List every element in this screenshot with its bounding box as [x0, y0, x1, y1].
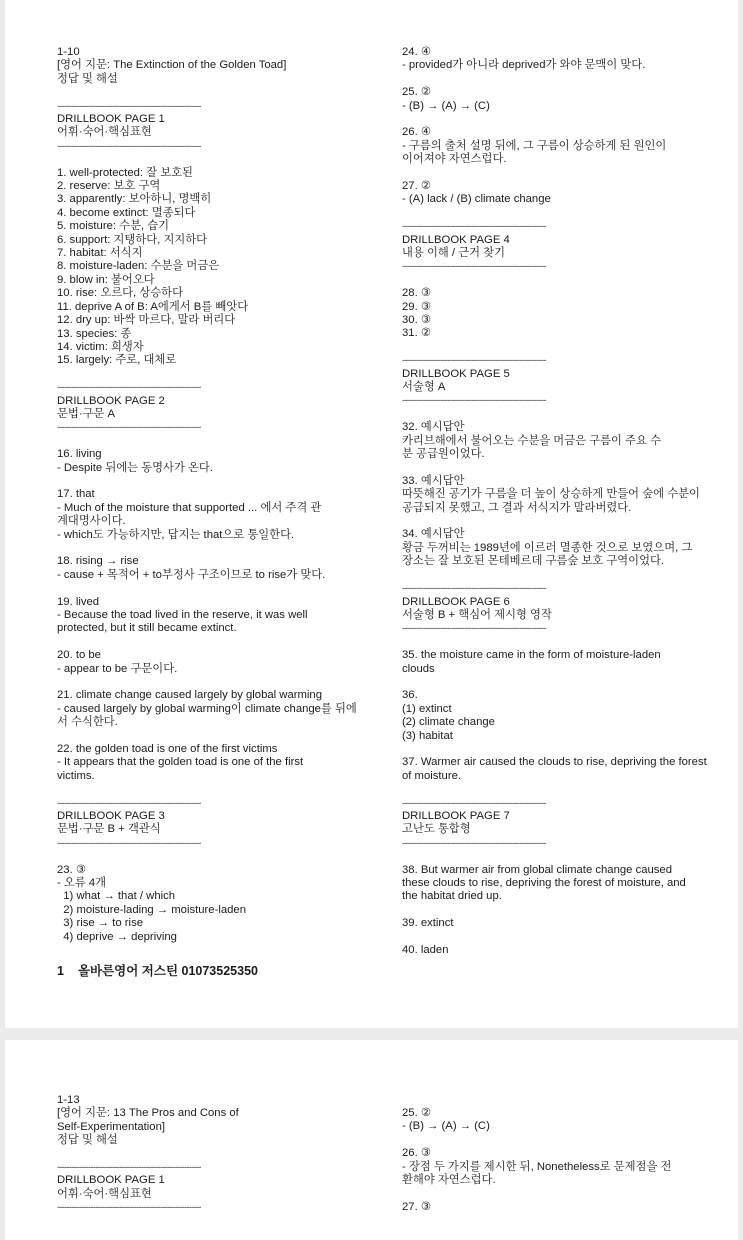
- section-subtitle: 어휘·숙어·핵심표현: [57, 126, 152, 139]
- vocab-item: 13. species: 종: [57, 327, 132, 340]
- explanation-line: - provided가 아니라 deprived가 와야 문맥이 맞다.: [402, 59, 646, 72]
- section-subtitle: 문법·구문 A: [57, 407, 116, 420]
- section-subtitle: 어휘·숙어·핵심표현: [57, 1187, 152, 1200]
- explanation-line: 따뜻해진 공기가 구름을 더 높이 상승하게 만들어 숲에 수분이 공급되지 못했고, 그 결과 서식지가 말라버렸다.: [402, 488, 700, 514]
- lesson-id: 1-13: [57, 1094, 80, 1106]
- explanation-line: - 장점 두 가지를 제시한 뒤, Nonetheless로 문제점을 전환해야 자연스럽다.: [402, 1160, 672, 1187]
- answer-26: [402, 126, 707, 166]
- section-subtitle: 문법·구문 B + 객관식: [57, 823, 161, 836]
- explanation-line: - cause + 목적어 + to부정사 구조이므로 to rise가 맞다.: [57, 568, 326, 581]
- explanation-line: - It appears that the golden toad is one of the first victims.: [57, 756, 304, 782]
- answer-line: 22. the golden toad is one of the first victims: [57, 742, 278, 755]
- answer-item: (3) habitat: [402, 729, 453, 742]
- answer-key-subtitle: 정답 및 해설: [57, 1134, 118, 1147]
- vocab-item: 5. moisture: 수분, 습기: [57, 220, 170, 233]
- answer-18: [57, 555, 357, 582]
- section-title: DRILLBOOK PAGE 3: [57, 809, 165, 822]
- explanation-line: - appear to be 구문이다.: [57, 662, 178, 675]
- divider: ------------------------------------------------------------: [402, 837, 546, 848]
- section-subtitle: 내용 이해 / 근거 찾기: [402, 247, 505, 260]
- answer-line: 28. ③: [402, 287, 431, 300]
- error-item: 2) moisture-lading → moisture-laden: [57, 903, 246, 916]
- section-title: DRILLBOOK PAGE 2: [57, 394, 165, 407]
- vocab-item: 9. blow in: 불어오다: [57, 273, 155, 286]
- answer-21: [57, 689, 357, 729]
- vocab-item: 4. become extinct: 멸종되다: [57, 206, 196, 219]
- error-item: 1) what → that / which: [57, 890, 176, 903]
- divider: ------------------------------------------------------------: [402, 797, 546, 808]
- explanation-line: - Despite 뒤에는 동명사가 온다.: [57, 461, 213, 474]
- answer-26: [402, 1147, 707, 1187]
- explanation-line: - (A) lack / (B) climate change: [402, 193, 551, 206]
- divider: ------------------------------------------------------------: [57, 837, 201, 848]
- answer-25: [402, 1107, 707, 1134]
- divider: ------------------------------------------------------------: [402, 221, 546, 232]
- explanation-line: - which도 가능하지만, 답지는 that으로 통일한다.: [57, 528, 295, 541]
- answer-key-subtitle: 정답 및 해설: [57, 72, 118, 85]
- divider: ------------------------------------------------------------: [402, 623, 546, 634]
- answer-line: 36.: [402, 689, 418, 702]
- divider: ------------------------------------------------------------: [57, 1202, 201, 1213]
- answer-line: 30. ③: [402, 314, 431, 327]
- section-title: DRILLBOOK PAGE 1: [57, 1174, 165, 1187]
- answer-line: 26. ④: [402, 126, 431, 139]
- divider: ------------------------------------------------------------: [402, 583, 546, 594]
- answer-33: [402, 475, 707, 515]
- section-title: DRILLBOOK PAGE 1: [57, 113, 165, 126]
- answer-19: [57, 596, 357, 636]
- explanation-line: - Because the toad lived in the reserve, it was well protected, but it still became extinct.: [57, 608, 308, 635]
- answer-39: [402, 917, 707, 930]
- answer-line: 16. living: [57, 448, 102, 461]
- answer-25: [402, 86, 707, 113]
- answer-line: 19. lived: [57, 595, 100, 608]
- answer-line: 21. climate change caused largely by global warming: [57, 689, 322, 702]
- answer-line: 32. 예시답안: [402, 421, 465, 434]
- divider: ------------------------------------------------------------: [402, 395, 546, 406]
- explanation-line: - Much of the moisture that supported ... 에서 주격 관계대명사이다.: [57, 501, 322, 528]
- vocab-item: 14. victim: 희생자: [57, 340, 144, 353]
- answer-line: 27. ②: [402, 180, 431, 193]
- vocab-item: 8. moisture-laden: 수분을 머금은: [57, 260, 220, 273]
- answer-27: [402, 1201, 707, 1214]
- answer-line: 29. ③: [402, 300, 431, 313]
- answer-line: 38. But warmer air from global climate change caused these clouds to rise, depriving the forest of moisture, and the habitat dried up.: [402, 863, 686, 903]
- section-title: DRILLBOOK PAGE 6: [402, 595, 510, 608]
- divider: ------------------------------------------------------------: [57, 382, 201, 393]
- answer-16: [57, 448, 357, 475]
- divider: ------------------------------------------------------------: [402, 261, 546, 272]
- error-item: 3) rise → to rise: [57, 917, 144, 930]
- answer-line: 33. 예시답안: [402, 474, 465, 487]
- divider: ------------------------------------------------------------: [57, 422, 201, 433]
- answer-34: [402, 528, 707, 568]
- left-column: [57, 46, 357, 979]
- answer-35: [402, 649, 707, 676]
- passage-title: [영어 지문: The Extinction of the Golden Toad]: [57, 59, 287, 72]
- vocab-item: 6. support: 지탱하다, 지지하다: [57, 233, 208, 246]
- answer-17: [57, 488, 357, 542]
- answer-line: 25. ②: [402, 86, 431, 99]
- answer-22: [57, 743, 357, 783]
- explanation-line: - 구름의 출처 설명 뒤에, 그 구름이 상승하게 된 원인이 이어져야 자연스럽다.: [402, 139, 667, 166]
- answer-line: 20. to be: [57, 649, 101, 662]
- divider: ------------------------------------------------------------: [57, 797, 201, 808]
- answer-23: [57, 864, 357, 944]
- document-page-1: [5, 0, 738, 1028]
- divider: ------------------------------------------------------------: [57, 1162, 201, 1173]
- section-subtitle: 고난도 통합형: [402, 823, 471, 836]
- explanation-line: - caused largely by global warming이 climate change를 뒤에서 수식한다.: [57, 702, 357, 729]
- answer-32: [402, 421, 707, 461]
- explanation-line: 카리브해에서 불어오는 수분을 머금은 구름이 주요 수분 공급원이었다.: [402, 434, 661, 461]
- explanation-line: - (B) → (A) → (C): [402, 1120, 490, 1133]
- right-column: [402, 46, 707, 957]
- answer-line: 17. that: [57, 488, 95, 501]
- answers-28-31: [402, 287, 707, 341]
- answer-37: [402, 756, 707, 783]
- vocab-item: 12. dry up: 바싹 마르다, 말라 버리다: [57, 314, 236, 327]
- page-number: 1: [57, 964, 64, 979]
- answer-line: 31. ②: [402, 327, 431, 340]
- answer-27: [402, 180, 707, 207]
- vocab-item: 3. apparently: 보아하니, 명백히: [57, 193, 212, 206]
- section-subtitle: 서술형 A: [402, 381, 446, 394]
- answer-line: 35. the moisture came in the form of moisture-laden clouds: [402, 649, 661, 675]
- section-title: DRILLBOOK PAGE 5: [402, 367, 510, 380]
- vocab-item: 10. rise: 오르다, 상승하다: [57, 287, 183, 300]
- answer-line: 26. ③: [402, 1147, 431, 1160]
- section-title: DRILLBOOK PAGE 4: [402, 233, 510, 246]
- answer-line: 25. ②: [402, 1107, 431, 1119]
- right-column: [402, 1107, 707, 1214]
- vocab-item: 11. deprive A of B: A에게서 B를 빼앗다: [57, 300, 249, 313]
- answer-item: (2) climate change: [402, 716, 495, 729]
- vocab-list: [57, 167, 357, 368]
- left-column: [57, 1094, 357, 1215]
- answer-line: 27. ③: [402, 1200, 431, 1213]
- divider: ------------------------------------------------------------: [57, 140, 201, 151]
- error-item: 4) deprive → depriving: [57, 930, 177, 943]
- answer-line: 37. Warmer air caused the clouds to rise, depriving the forest of moisture.: [402, 756, 707, 782]
- answer-line: 23. ③: [57, 863, 86, 876]
- answer-20: [57, 649, 357, 676]
- answer-line: 39. extinct: [402, 917, 454, 930]
- vocab-item: 15. largely: 주로, 대체로: [57, 354, 177, 367]
- lesson-id: 1-10: [57, 46, 80, 58]
- vocab-item: 1. well-protected: 잘 보호된: [57, 166, 193, 179]
- answer-36: [402, 689, 707, 743]
- answer-38: [402, 864, 707, 904]
- answer-line: 18. rising → rise: [57, 555, 139, 568]
- vocab-item: 2. reserve: 보호 구역: [57, 180, 161, 193]
- explanation-line: - 오류 4개: [57, 877, 107, 889]
- answer-24: [402, 46, 707, 73]
- explanation-line: - (B) → (A) → (C): [402, 99, 490, 112]
- answer-line: 34. 예시답안: [402, 528, 465, 541]
- passage-title: [영어 지문: 13 The Pros and Cons of Self-Experimentation]: [57, 1107, 239, 1133]
- footer-author: 올바른영어 저스틴 01073525350: [77, 964, 258, 979]
- answer-40: [402, 944, 707, 957]
- divider: ------------------------------------------------------------: [57, 100, 201, 111]
- answer-line: 40. laden: [402, 943, 449, 956]
- explanation-line: 황금 두꺼비는 1989년에 이르러 멸종한 것으로 보였으며, 그 장소는 잘 보호된 몬테베르데 구름숲 보호 구역이었다.: [402, 541, 693, 568]
- vocab-item: 7. habitat: 서식지: [57, 247, 143, 260]
- answer-line: 24. ④: [402, 46, 431, 58]
- divider: ------------------------------------------------------------: [402, 355, 546, 366]
- document-page-2: [5, 1040, 738, 1240]
- page-footer: [57, 963, 357, 979]
- section-subtitle: 서술형 B + 핵심어 제시형 영작: [402, 608, 552, 621]
- section-title: DRILLBOOK PAGE 7: [402, 809, 510, 822]
- answer-item: (1) extinct: [402, 702, 452, 715]
